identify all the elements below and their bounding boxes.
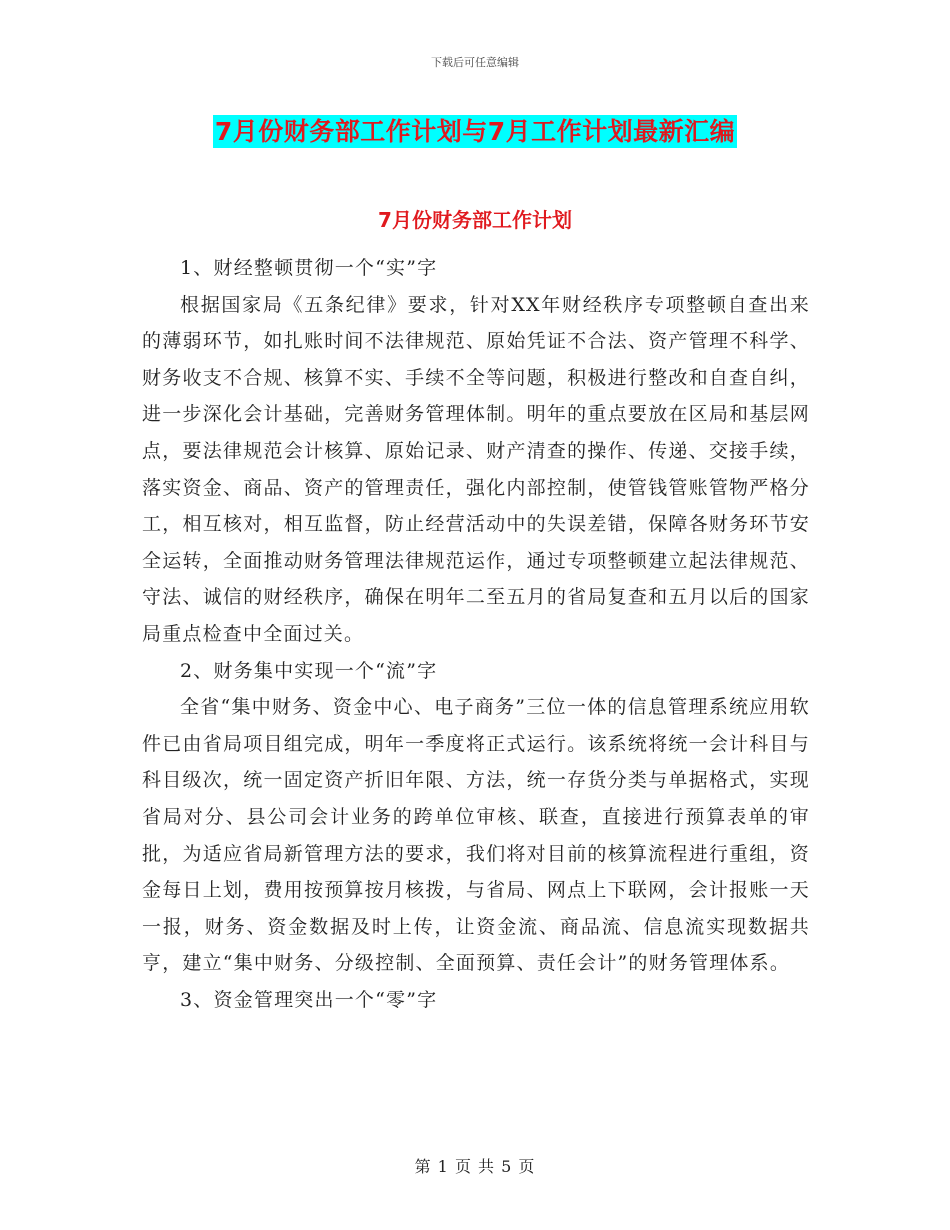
section-title: 7月份财务部工作计划 <box>378 208 572 232</box>
section-heading-2: 2、财务集中实现一个“流”字 <box>180 659 438 682</box>
document-title <box>0 112 950 148</box>
section-body-1: 根据国家局《五条纪律》要求，针对XX年财经秩序专项整顿自查出来的薄弱环节，如扎账时间不法律规范、原始凭证不合法、资产管理不科学、财务收支不合规、核算不实、手续不全等问题，积极进行整改和自查自纠，进一步深化会计基础，完善财务管理体制。明年的重点要放在区局和基层网点，要法律规范会计核算、原始记录、财产清查的操作、传递、交接手续，落实资金、商品、资产的管理责任，强化内部控制，使管钱管账管物严格分工，相互核对，相互监督，防止经营活动中的失误差错，保障各财务环节安全运转，全面推动财务管理法律规范运作，通过专项整顿建立起法律规范、守法、诚信的财经秩序，确保在明年二至五月的省局复查和五月以后的国家局重点检查中全面过关。 <box>142 293 810 645</box>
section-heading-1: 1、财经整顿贯彻一个“实”字 <box>180 257 438 279</box>
page-indicator: 第 1 页 共 5 页 <box>414 1157 536 1176</box>
section-body-2: 全省“集中财务、资金中心、电子商务”三位一体的信息管理系统应用软件已由省局项目组完成，明年一季度将正式运行。该系统将统一会计科目与科目级次，统一固定资产折旧年限、方法，统一存货分类与单据格式，实现省局对分、县公司会计业务的跨单位审核、联查，直接进行预算表单的审批，为适应省局新管理方法的要求，我们将对目前的核算流程进行重组，资金每日上划，费用按预算按月核拨，与省局、网点上下联网，会计报账一天一报，财务、资金数据及时上传，让资金流、商品流、信息流实现数据共亨，建立“集中财务、分级控制、全面预算、责任会计”的财务管理体系。 <box>142 696 810 975</box>
header-note: 下载后可任意编辑 <box>431 56 519 69</box>
document-title-text: 7月份财务部工作计划与7月工作计划最新汇编 <box>214 117 736 146</box>
document-body <box>142 250 810 1018</box>
section-heading-3: 3、资金管理突出一个“零”字 <box>180 988 438 1011</box>
